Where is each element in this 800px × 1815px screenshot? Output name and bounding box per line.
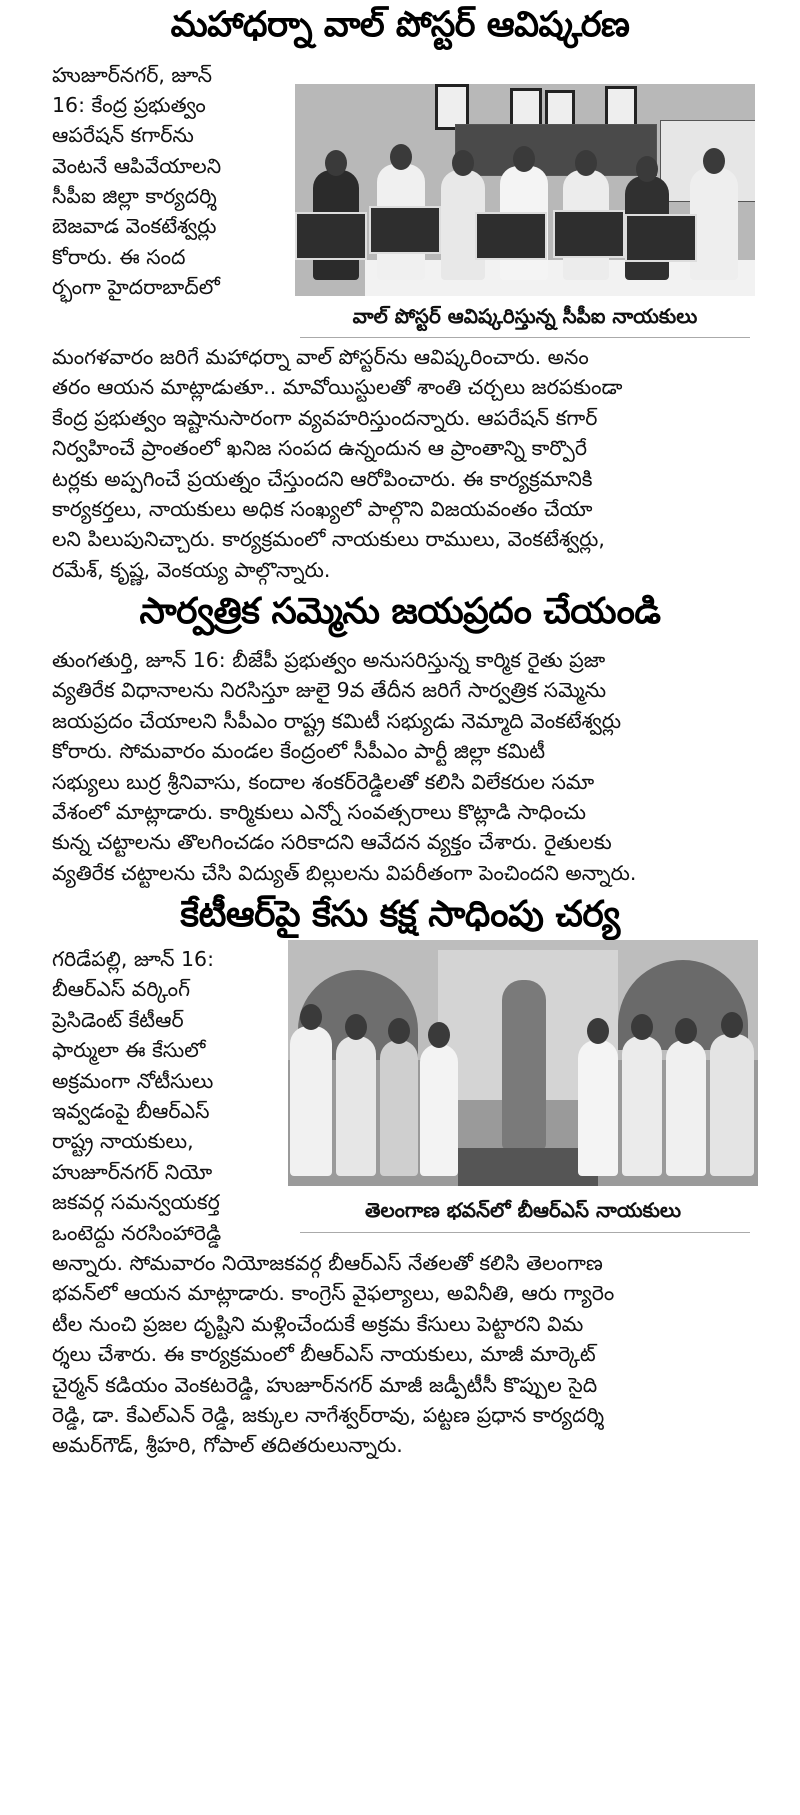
photo-caption-brs: తెలంగాణ భవన్‌లో బీఆర్‌ఎస్‌ నాయకులు (364, 1198, 681, 1222)
article3-side-line: రాష్ట్ర నాయకులు, (52, 1129, 194, 1153)
photo-banner (455, 124, 657, 176)
article3-body-line: అమర్‌గౌడ్‌, శ్రీహరి, గోపాల్‌ తదితరులున్నారు. (52, 1433, 403, 1457)
article1-side-line: ఆపరేషన్‌ కగార్‌ను (52, 123, 194, 147)
article2-body-line: తుంగతుర్తి, జూన్‌ 16: బీజేపీ ప్రభుత్వం అనుసరిస్తున్న కార్మిక రైతు ప్రజా (52, 648, 606, 672)
photo-pedestal (458, 1148, 598, 1186)
photo-poster (295, 212, 367, 260)
article1-side-line: ర్భంగా హైదరాబాద్‌లో (52, 275, 220, 299)
photo-person (710, 1034, 754, 1176)
article3-body-line: చైర్మన్‌ కడియం వెంకటరెడ్డి, హుజూర్‌నగర్‌ మాజీ జడ్పీటీసీ కొప్పుల సైది (52, 1373, 598, 1397)
photo-head (575, 150, 597, 176)
photo-head (345, 1014, 367, 1040)
photo-head (631, 1014, 653, 1040)
article3-side-line: గరిడేపల్లి, జూన్‌ 16: (52, 947, 215, 971)
photo-head (513, 146, 535, 172)
photo-head (325, 150, 347, 176)
article1-body-line: రమేశ్‌, కృష్ణ, వెంకయ్య పాల్గొన్నారు. (52, 558, 331, 582)
article3-side-line: ఒంటెద్దు నరసింహారెడ్డి (52, 1221, 222, 1245)
headline-general-strike: సార్వత్రిక సమ్మెను జయప్రదం చేయండి (139, 591, 661, 632)
photo-caption-cpi: వాల్‌ పోస్టర్‌ ఆవిష్కరిస్తున్న సీపీఐ నాయకులు (352, 304, 698, 328)
article1-body-line: మంగళవారం జరిగే మహాధర్నా వాల్‌ పోస్టర్‌ను ఆవిష్కరించారు. అనం (52, 345, 589, 369)
photo-person (420, 1044, 458, 1176)
article1-side-line: సీపీఐ జిల్లా కార్యదర్శి (52, 184, 217, 208)
article3-side-line: జకవర్గ సమన్వయకర్త (52, 1190, 220, 1214)
article1-body-line: తరం ఆయన మాట్లాడుతూ.. మావోయిస్టులతో శాంతి చర్చలు జరపకుండా (52, 375, 623, 399)
photo-poster (369, 206, 441, 254)
photo-head (703, 148, 725, 174)
caption-divider (300, 337, 750, 338)
photo-head (390, 144, 412, 170)
article3-body-line: రెడ్డి, డా. కేఎల్‌ఎన్‌ రెడ్డి, జక్కుల నాగేశ్వర్‌రావు, పట్టణ ప్రధాన కార్యదర్శి (52, 1403, 605, 1427)
photo-statue (502, 980, 546, 1150)
article1-body-line: నిర్వహించే ప్రాంతంలో ఖనిజ సంపద ఉన్నందున ఆ ప్రాంతాన్ని కార్పొరే (52, 436, 588, 460)
article1-body-line: టర్లకు అప్పగించే ప్రయత్నం చేస్తుందని ఆరోపించారు. ఈ కార్యక్రమానికి (52, 467, 593, 491)
photo-person (578, 1040, 618, 1176)
article2-body-line: కున్న చట్టాలను తొలగించడం సరికాదని ఆవేదన వ్యక్తం చేశారు. రైతులకు (52, 830, 612, 854)
article3-body-line: ర్శలు చేశారు. ఈ కార్యక్రమంలో బీఆర్‌ఎస్‌ నాయకులు, మాజీ మార్కెట్‌ (52, 1342, 596, 1366)
article2-body-line: వేశంలో మాట్లాడారు. కార్మికులు ఎన్నో సంవత్సరాలు కొట్లాడి సాధించు (52, 800, 586, 824)
photo-head (428, 1022, 450, 1048)
article1-body-line: కేంద్ర ప్రభుత్వం ఇష్టానుసారంగా వ్యవహరిస్తుందన్నారు. ఆపరేషన్‌ కగార్‌ (52, 406, 598, 430)
photo-cpi-leaders-poster (295, 84, 755, 296)
photo-poster (475, 212, 547, 260)
article2-body-line: జయప్రదం చేయాలని సీపీఎం రాష్ట్ర కమిటీ సభ్యుడు నెమ్మాది వెంకటేశ్వర్లు (52, 709, 622, 733)
photo-head (300, 1004, 322, 1030)
article3-side-line: అక్రమంగా నోటీసులు (52, 1069, 214, 1093)
article3-side-line: ప్రెసిడెంట్‌ కేటీఆర్‌ (52, 1008, 184, 1032)
photo-poster (625, 214, 697, 262)
article3-side-line: ఇవ్వడంపై బీఆర్‌ఎస్‌ (52, 1099, 210, 1123)
article2-body-line: కోరారు. సోమవారం మండల కేంద్రంలో సీపీఎం పార్టీ జిల్లా కమిటీ (52, 739, 546, 763)
article2-body-line: వ్యతిరేక చట్టాలను చేసి విద్యుత్‌ బిల్లులను విపరీతంగా పెంచిందని అన్నారు. (52, 861, 637, 885)
article1-side-line: బెజవాడ వెంకటేశ్వర్లు (52, 214, 217, 238)
article3-body-line: అన్నారు. సోమవారం నియోజకవర్గ బీఆర్‌ఎస్‌ నేతలతో కలిసి తెలంగాణ (52, 1251, 603, 1275)
photo-person (336, 1036, 376, 1176)
headline-ktr-case: కేటీఆర్‌పై కేసు కక్ష సాధింపు చర్య (180, 894, 620, 935)
article3-body-line: భవన్‌లో ఆయన మాట్లాడారు. కాంగ్రెస్‌ వైఫల్యాలు, అవినీతి, ఆరు గ్యారెం (52, 1281, 615, 1305)
photo-head (721, 1012, 743, 1038)
photo-person (380, 1040, 418, 1176)
article3-side-line: ఫార్ములా ఈ కేసులో (52, 1038, 206, 1062)
article3-body-line: టీల నుంచి ప్రజల దృష్టిని మళ్లించేందుకే అక్రమ కేసులు పెట్టారని విమ (52, 1312, 584, 1336)
photo-person (622, 1036, 662, 1176)
article1-body-line: కార్యకర్తలు, నాయకులు అధిక సంఖ్యలో పాల్గొని విజయవంతం చేయా (52, 497, 593, 521)
article1-side-line: వెంటనే ఆపివేయాలని (52, 154, 222, 178)
photo-head (675, 1018, 697, 1044)
headline-wall-poster: మహాధర్నా వాల్‌ పోస్టర్‌ ఆవిష్కరణ (170, 5, 630, 45)
photo-person (290, 1026, 332, 1176)
photo-head (636, 156, 658, 182)
article3-side-line: హుజూర్‌నగర్‌ నియో (52, 1160, 213, 1184)
photo-person (690, 168, 738, 280)
article2-body-line: సభ్యులు బుర్ర శ్రీనివాసు, కందాల శంకర్‌రెడ్డిలతో కలిసి విలేకరుల సమా (52, 770, 595, 794)
photo-head (388, 1018, 410, 1044)
article1-side-line: కోరారు. ఈ సంద (52, 245, 186, 269)
photo-poster (553, 210, 625, 258)
article1-side-line: హుజూర్‌నగర్‌, జూన్ (52, 63, 212, 87)
caption-divider (300, 1232, 750, 1233)
article1-side-line: 16: కేంద్ర ప్రభుత్వం (52, 93, 206, 117)
article1-body-line: లని పిలుపునిచ్చారు. కార్యక్రమంలో నాయకులు రాములు, వెంకటేశ్వర్లు, (52, 527, 605, 551)
photo-person (666, 1040, 706, 1176)
article2-body-line: వ్యతిరేక విధానాలను నిరసిస్తూ జులై 9వ తేదీన జరిగే సార్వత్రిక సమ్మెను (52, 678, 607, 702)
photo-brs-leaders (288, 940, 758, 1186)
photo-head (587, 1018, 609, 1044)
article3-side-line: బీఆర్‌ఎస్‌ వర్కింగ్‌ (52, 977, 191, 1001)
photo-head (452, 150, 474, 176)
